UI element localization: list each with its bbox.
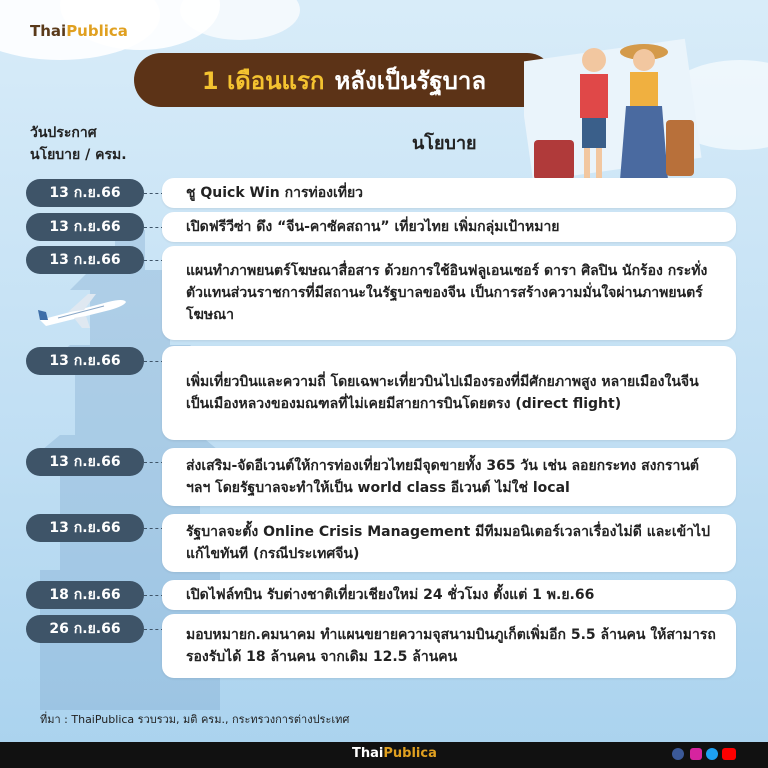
twitter-icon[interactable] [706, 748, 718, 760]
date-badge: 18 ก.ย.66 [26, 581, 144, 609]
policy-card: รัฐบาลจะตั้ง Online Crisis Management มีทีมมอนิเตอร์เวลาเรื่องไม่ดี และเข้าไปแก้ไขทันที (กรณีประเทศจีน) [162, 514, 736, 572]
date-badge: 26 ก.ย.66 [26, 615, 144, 643]
policy-card: เปิดฟรีวีซ่า ดึง “จีน-คาซัคสถาน” เที่ยวไทย เพิ่มกลุ่มเป้าหมาย [162, 212, 736, 242]
policy-card: เพิ่มเที่ยวบินและความถี่ โดยเฉพาะเที่ยวบินไปเมืองรองที่มีศักยภาพสูง หลายเมืองในจีนเป็นเมืองหลวงของมณฑลที่ไม่เคยมีสายการบินโดยตรง (direct flight) [162, 346, 736, 440]
date-badge: 13 ก.ย.66 [26, 179, 144, 207]
date-column-header: วันประกาศ นโยบาย / ครม. [30, 125, 127, 163]
policy-card: ส่งเสริม-จัดอีเวนต์ให้การท่องเที่ยวไทยมีจุดขายทั้ง 365 วัน เช่น ลอยกระทง สงกรานต์ ฯลฯ โดยรัฐบาลจะทำให้เป็น world class อีเวนต์ ไม่ใช่ local [162, 448, 736, 506]
policy-card: มอบหมายก.คมนาคม ทำแผนขยายความจุสนามบินภูเก็ตเพิ่มอีก 5.5 ล้านคน ให้สามารถรองรับได้ 18 ล้านคน จากเดิม 12.5 ล้านคน [162, 614, 736, 678]
airplane-icon [38, 290, 128, 330]
connector [144, 528, 164, 529]
connector [144, 595, 164, 596]
policy-card: ชู Quick Win การท่องเที่ยว [162, 178, 736, 208]
policy-card: แผนทำภาพยนตร์โฆษณาสื่อสาร ด้วยการใช้อินฟลูเอนเซอร์ ดารา ศิลปิน นักร้อง กระทั่งตัวแทนส่วนราชการที่มีสถานะในรัฐบาลของจีน เป็นการสร้างความมั่นใจผ่านภาพยนตร์โฆษณา [162, 246, 736, 340]
date-badge: 13 ก.ย.66 [26, 347, 144, 375]
policy-card: เปิดไฟล์ทบิน รับต่างชาติเที่ยวเชียงใหม่ 24 ชั่วโมง ตั้งแต่ 1 พ.ย.66 [162, 580, 736, 610]
title-highlight: 1 เดือนแรก [201, 66, 325, 95]
brand-logo: ThaiPublica [30, 22, 128, 40]
date-badge: 13 ก.ย.66 [26, 246, 144, 274]
connector [144, 193, 164, 194]
date-badge: 13 ก.ย.66 [26, 448, 144, 476]
youtube-icon[interactable] [722, 748, 736, 760]
page-title [134, 53, 554, 107]
instagram-icon[interactable] [690, 748, 702, 760]
date-badge: 13 ก.ย.66 [26, 213, 144, 241]
connector [144, 462, 164, 463]
facebook-icon[interactable] [672, 748, 684, 760]
connector [144, 629, 164, 630]
date-badge: 13 ก.ย.66 [26, 514, 144, 542]
title-rest: หลังเป็นรัฐบาล [334, 66, 487, 95]
travelers-illustration [524, 30, 724, 190]
connector [144, 260, 164, 261]
connector [144, 227, 164, 228]
policy-column-header: นโยบาย [412, 133, 477, 154]
source-note: ที่มา : ThaiPublica รวบรวม, มติ ครม., กระทรวงการต่างประเทศ [40, 713, 350, 726]
connector [144, 361, 164, 362]
footer-brand-logo: ThaiPublica [352, 746, 437, 761]
